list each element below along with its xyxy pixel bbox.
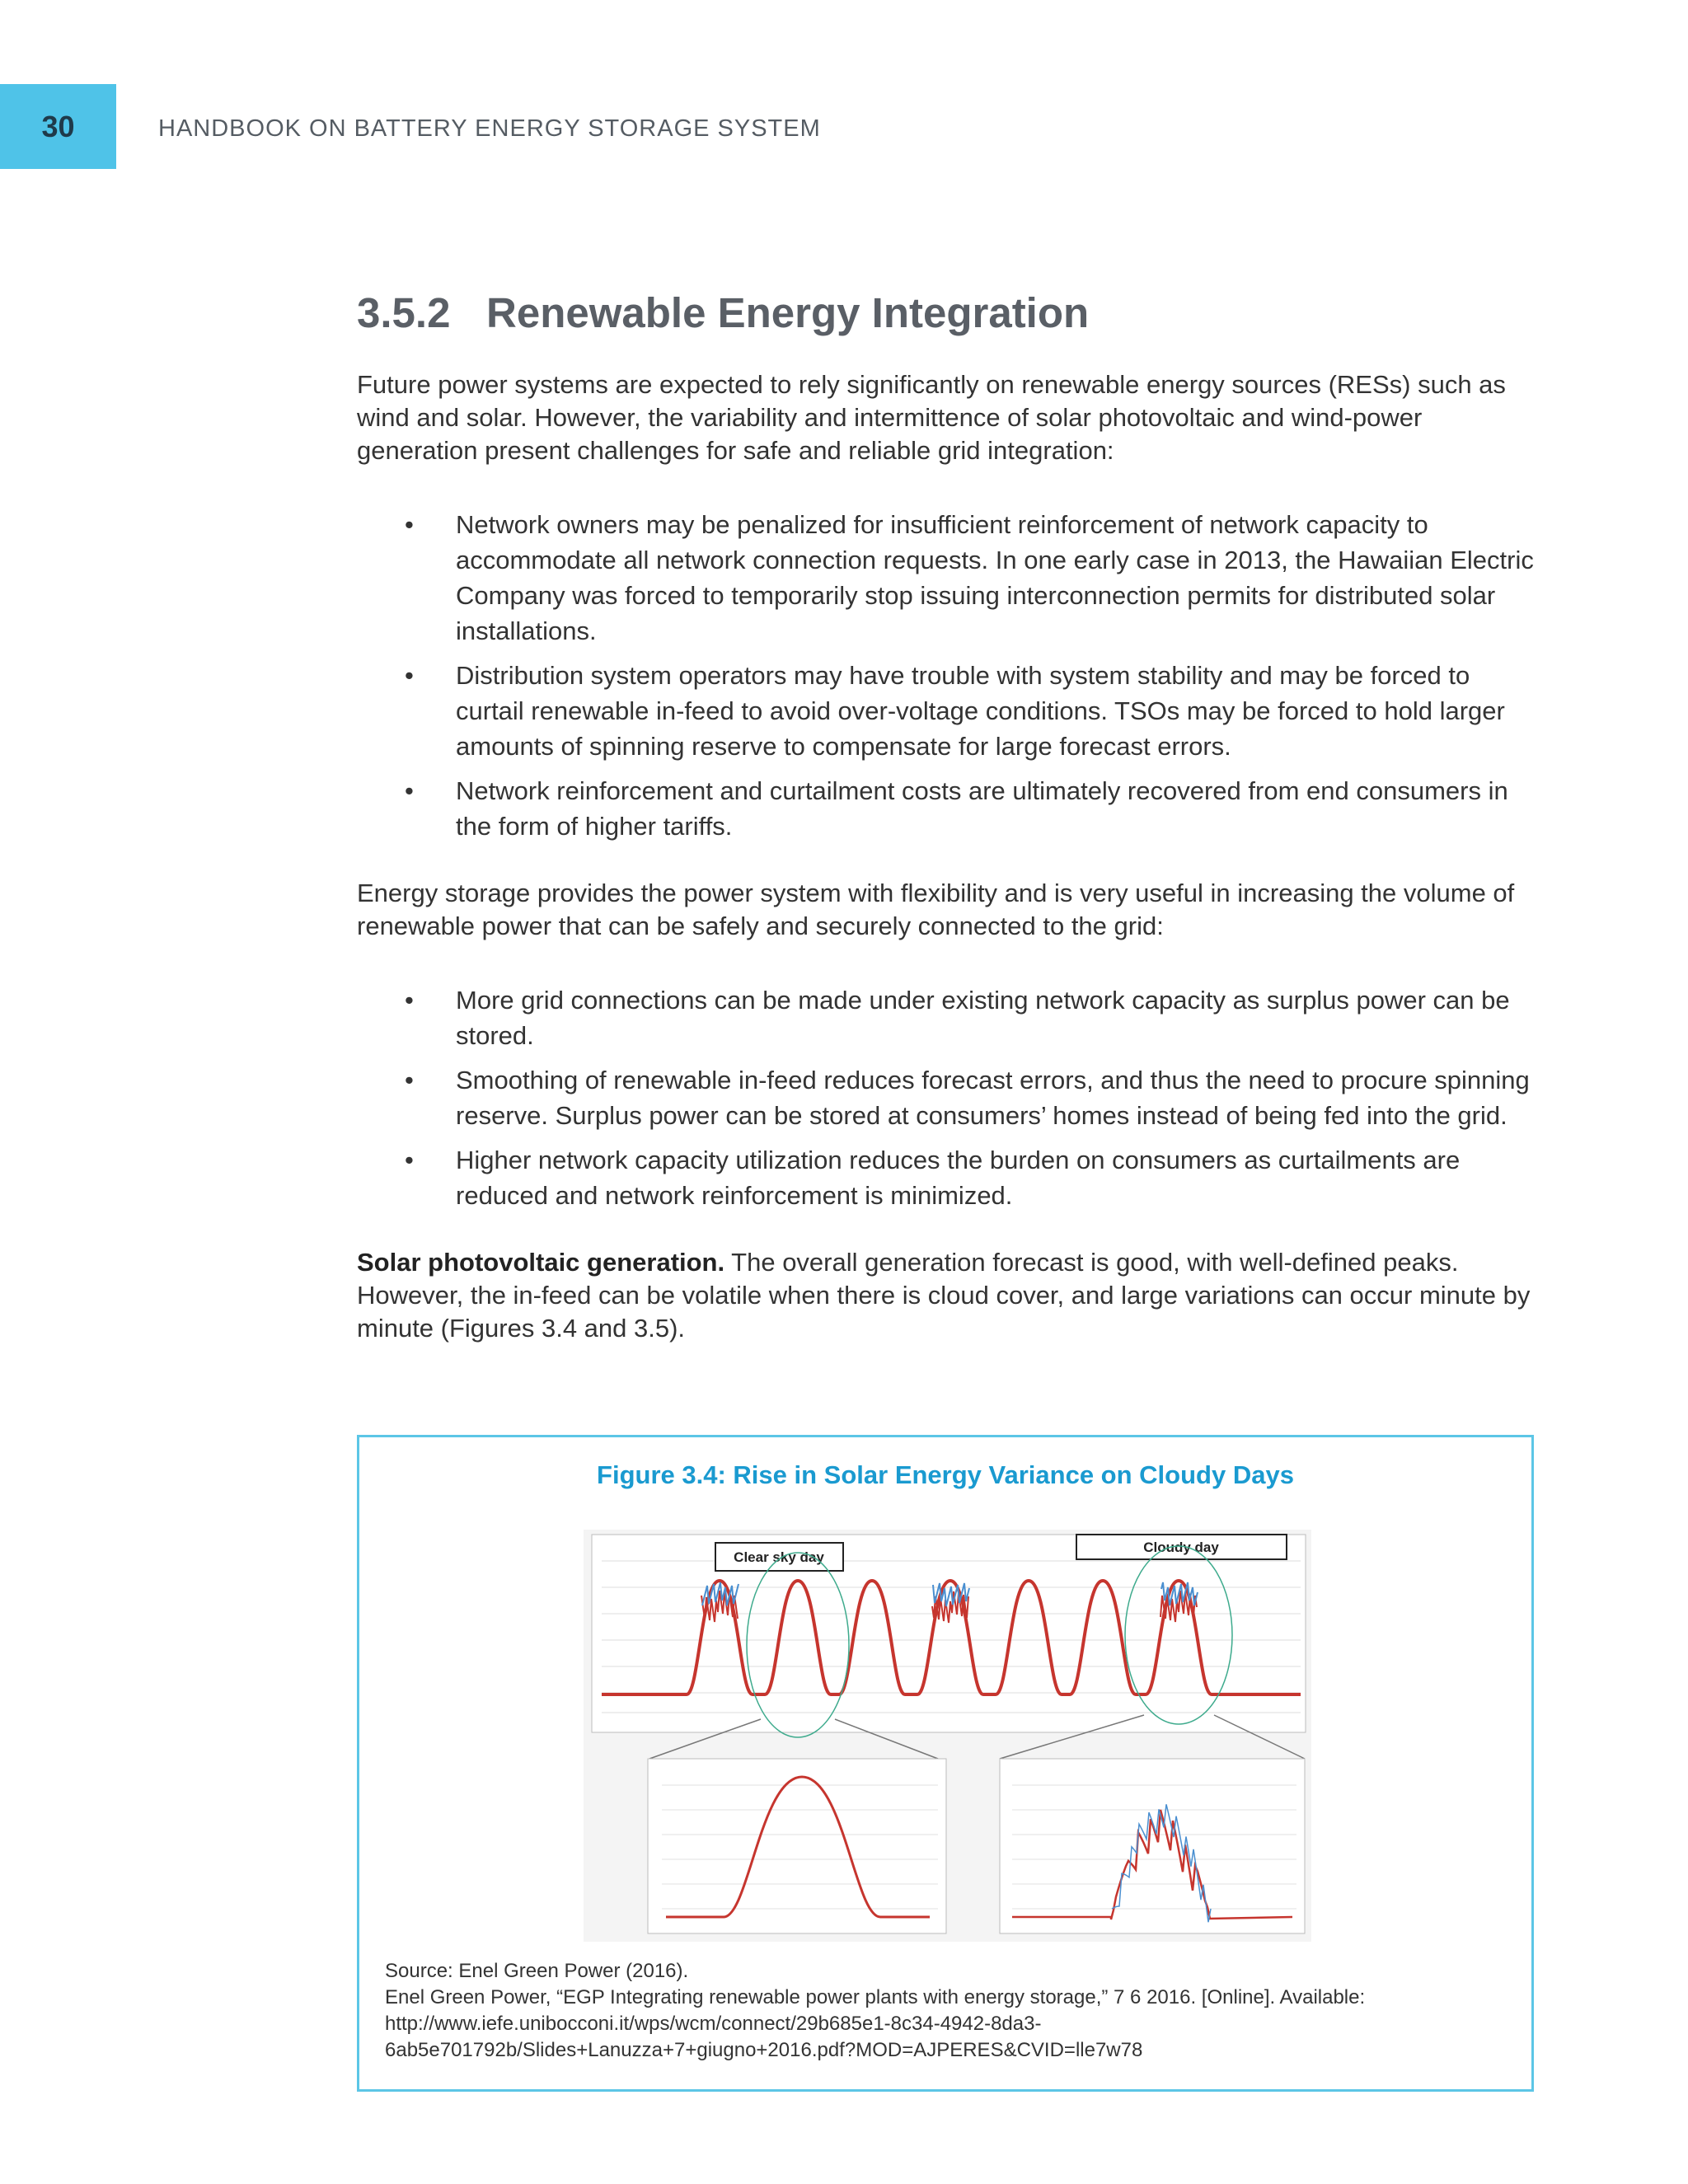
figure-source bbox=[385, 1958, 1506, 2064]
list-item-text: Higher network capacity utilization reduces the burden on consumers as curtailments are reduced and network reinforcement is minimized. bbox=[456, 1146, 1461, 1210]
storage-paragraph: Energy storage provides the power system with flexibility and is very useful in increasing the volume of renewable power that can be safely and securely connected to the grid: bbox=[357, 879, 1515, 940]
bullet-icon: • bbox=[405, 776, 414, 805]
solar-paragraph bbox=[357, 1246, 1536, 1345]
challenges-list bbox=[357, 507, 1536, 844]
running-header: HANDBOOK ON BATTERY ENERGY STORAGE SYSTEM bbox=[158, 115, 821, 142]
bullet-icon: • bbox=[405, 1066, 414, 1094]
benefits-list bbox=[357, 982, 1536, 1213]
section-heading bbox=[357, 288, 1536, 337]
solar-lead: Solar photovoltaic generation. bbox=[357, 1248, 725, 1277]
list-item-text: More grid connections can be made under existing network capacity as surplus power can be stored. bbox=[456, 986, 1510, 1050]
list-item bbox=[357, 1062, 1536, 1133]
list-item-text: Network owners may be penalized for insufficient reinforcement of network capacity to accommodate all network connection requests. In one early case in 2013, the Hawaiian Electric Company was forced to temporarily stop issuing interconnection permits for distributed solar installations. bbox=[456, 510, 1534, 645]
figure-image bbox=[584, 1530, 1311, 1942]
source-reference: Enel Green Power, “EGP Integrating renewable power plants with energy storage,” 7 6 2016. [Online]. Available: http://www.iefe.unibocconi.it/wps/wcm/connect/29b685e1-8c34-4942-8da3-6ab5e701792b/Slides+Lanuzza+7+giugno+2016.pdf?MOD=AJPERES&CVID=lle7w78 bbox=[385, 1986, 1366, 2061]
list-item bbox=[357, 1142, 1536, 1213]
section-number: 3.5.2 bbox=[357, 289, 451, 336]
bullet-icon: • bbox=[405, 986, 414, 1015]
clear-sky-label: Clear sky day bbox=[734, 1549, 824, 1565]
list-item bbox=[357, 982, 1536, 1053]
list-item-text: Smoothing of renewable in-feed reduces forecast errors, and thus the need to procure spinning reserve. Surplus power can be stored at consumers’ homes instead of being fed into the grid. bbox=[456, 1066, 1530, 1130]
section-title: Renewable Energy Integration bbox=[486, 289, 1090, 336]
bullet-icon: • bbox=[405, 661, 414, 690]
main-content bbox=[357, 288, 1536, 1345]
page-number: 30 bbox=[41, 109, 75, 143]
bullet-icon: • bbox=[405, 510, 414, 539]
cloudy-label: Cloudy day bbox=[1143, 1540, 1219, 1555]
intro-paragraph: Future power systems are expected to rely significantly on renewable energy sources (RESs) such as wind and solar. However, the variability and intermittence of solar photovoltaic and wind-power generation present challenges for safe and reliable grid integration: bbox=[357, 370, 1506, 465]
solar-text: The overall generation forecast is good, with well-defined peaks. However, the in-feed can be volatile when there is cloud cover, and large variations can occur minute by minute (Figures 3.4 and 3.5). bbox=[357, 1248, 1531, 1343]
list-item-text: Network reinforcement and curtailment costs are ultimately recovered from end consumers in the form of higher tariffs. bbox=[456, 776, 1508, 841]
list-item bbox=[357, 773, 1536, 844]
figure-title: Figure 3.4: Rise in Solar Energy Variance on Cloudy Days bbox=[597, 1460, 1294, 1489]
list-item bbox=[357, 507, 1536, 649]
list-item-text: Distribution system operators may have trouble with system stability and may be forced to curtail renewable in-feed to avoid over-voltage conditions. TSOs may be forced to hold larger amounts of spinning reserve to compensate for large forecast errors. bbox=[456, 661, 1505, 761]
source-line: Source: Enel Green Power (2016). bbox=[385, 1960, 689, 1982]
figure-box bbox=[357, 1435, 1534, 2092]
top-panel bbox=[592, 1535, 1306, 1732]
bullet-icon: • bbox=[405, 1146, 414, 1174]
list-item bbox=[357, 658, 1536, 764]
